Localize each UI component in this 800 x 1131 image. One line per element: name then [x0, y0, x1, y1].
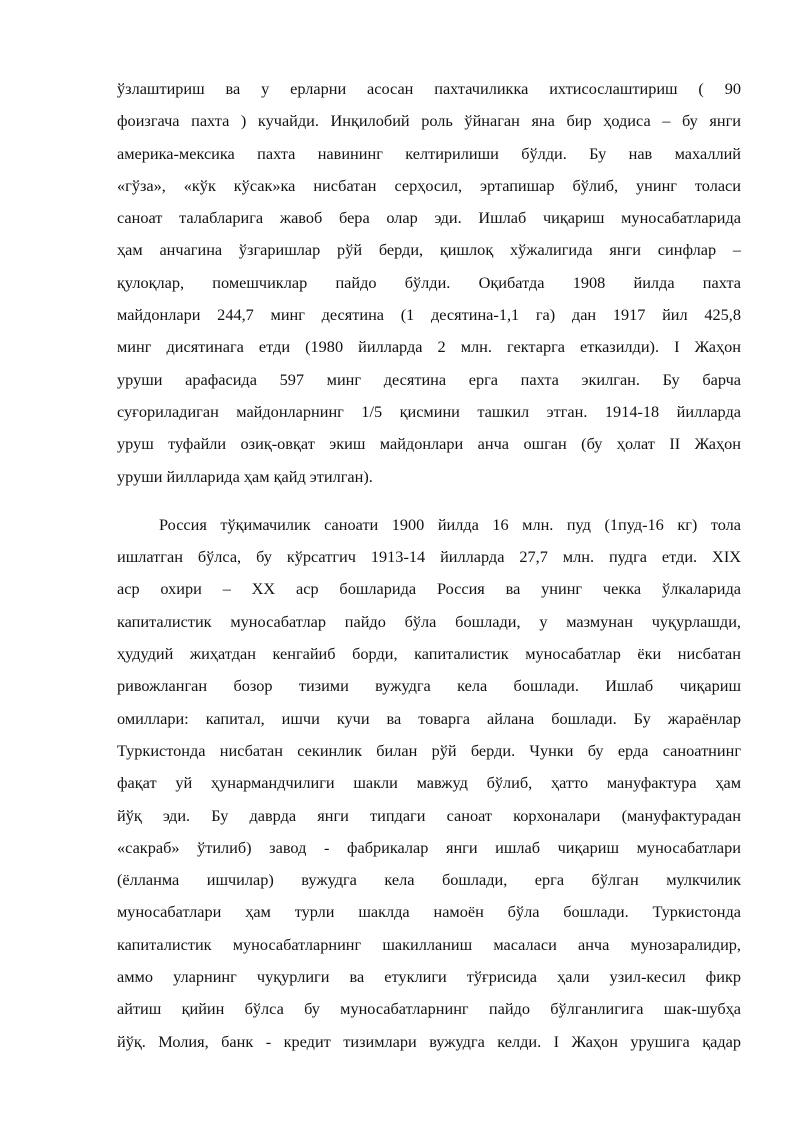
text-line: аср охири – XX аср бошларида Россия ва унинг чекка ўлкаларида	[117, 579, 741, 599]
text-line: «сакраб» ўтилиб) завод - фабрикалар янги ишлаб чиқариш муносабатлари	[117, 837, 741, 857]
text-line: муносабатлари ҳам турли шаклда намоён бўла бошлади. Туркистонда	[117, 902, 741, 922]
text-line: уруши йилларида ҳам қайд этилган).	[117, 466, 373, 486]
text-line: майдонлари 244,7 минг десятина (1 десятина-1,1 га) дан 1917 йил 425,8	[117, 305, 741, 325]
text-line: уруш туфайли озиқ-овқат экиш майдонлари анча ошган (бу ҳолат II Жаҳон	[117, 434, 741, 454]
text-line: уруши арафасида 597 минг десятина ерга пахта экилган. Бу барча	[117, 369, 741, 389]
text-line: ҳудудий жиҳатдан кенгайиб борди, капиталистик муносабатлар ёки нисбатан	[117, 644, 741, 664]
text-line: аммо уларнинг чуқурлиги ва етуклиги тўғрисида ҳали узил-кесил фикр	[117, 967, 741, 987]
text-line: фақат уй ҳунармандчилиги шакли мавжуд бўлиб, ҳатто мануфактура ҳам	[117, 773, 741, 793]
paragraph-1	[117, 73, 741, 493]
text-line: ривожланган бозор тизими вужудга кела бошлади. Ишлаб чиқариш	[117, 676, 741, 696]
text-line: (ёлланма ишчилар) вужудга кела бошлади, ерга бўлган мулкчилик	[117, 870, 741, 890]
text-line: қулоқлар, помешчиклар пайдо бўлди. Оқибатда 1908 йилда пахта	[117, 272, 741, 292]
text-line: омиллари: капитал, ишчи кучи ва товарга айлана бошлади. Бу жараёнлар	[117, 708, 741, 728]
text-line: «гўза», «кўк кўсак»ка нисбатан серҳосил, эртапишар бўлиб, унинг толаси	[117, 175, 741, 195]
text-line: америка-мексика пахта навининг келтирилиши бўлди. Бу нав махаллий	[117, 143, 741, 163]
text-line: ҳам анчагина ўзгаришлар рўй берди, қишлоқ хўжалигида янги синфлар –	[117, 240, 741, 260]
text-line: йўқ. Молия, банк - кредит тизимлари вужудга келди. I Жаҳон урушига қадар	[117, 1031, 741, 1051]
text-line: суғориладиган майдонларнинг 1/5 қисмини ташкил этган. 1914-18 йилларда	[117, 401, 741, 421]
paragraph-gap	[117, 493, 741, 509]
text-line: Туркистонда нисбатан секинлик билан рўй берди. Чунки бу ерда саноатнинг	[117, 740, 741, 760]
text-line: ўзлаштириш ва у ерларни асосан пахтачиликка ихтисослаштириш ( 90	[117, 79, 741, 98]
text-line: саноат талабларига жавоб бера олар эди. Ишлаб чиқариш муносабатларида	[117, 208, 741, 228]
text-line: ишлатган бўлса, бу кўрсатгич 1913-14 йилларда 27,7 млн. пудга етди. XIX	[117, 547, 741, 567]
text-line: йўқ эди. Бу даврда янги типдаги саноат корхоналари (мануфактурадан	[117, 805, 741, 825]
text-line: айтиш қийин бўлса бу муносабатларнинг пайдо бўлганлигига шак-шубҳа	[117, 999, 741, 1019]
text-line: капиталистик муносабатлар пайдо бўла бошлади, у мазмунан чуқурлашди,	[117, 611, 741, 631]
text-line: Россия тўқимачилик саноати 1900 йилда 16 млн. пуд (1пуд-16 кг) тола	[159, 514, 741, 534]
text-line: фоизгача пахта ) кучайди. Инқилобий роль ўйнаган яна бир ҳодиса – бу янги	[117, 111, 741, 131]
paragraph-2	[117, 509, 741, 1058]
document-page	[117, 73, 741, 1058]
text-line: минг дисятинага етди (1980 йилларда 2 млн. гектарга етказилди). I Жаҳон	[117, 337, 741, 357]
text-line: капиталистик муносабатларнинг шакилланиш масаласи анча мунозаралидир,	[117, 934, 741, 954]
